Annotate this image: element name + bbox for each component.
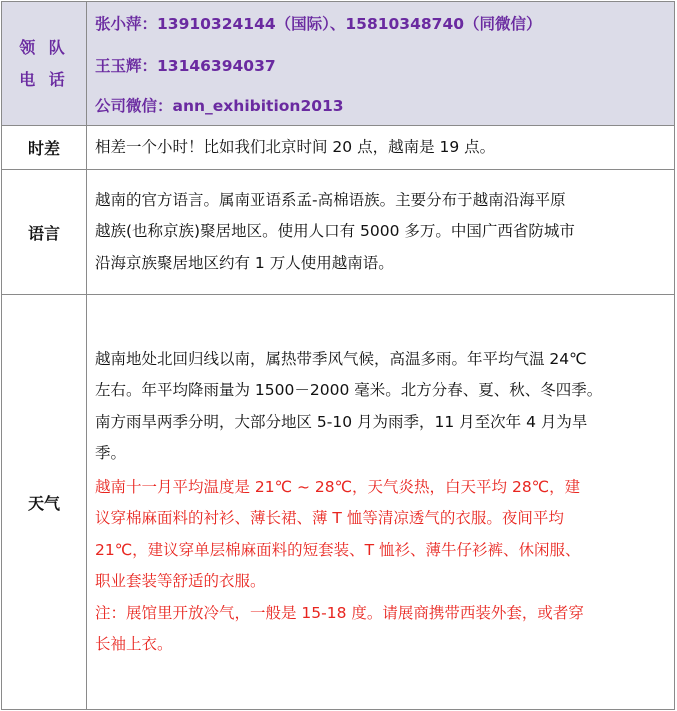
- language-content-cell: [87, 170, 675, 295]
- weather-red-line-3: 21℃，建议穿单层棉麻面料的短套装、T 恤衫、薄牛仔衫裤、休闲服、: [95, 540, 581, 559]
- contact-line-1: 张小萍：13910324144（国际）、15810348740（同微信）: [95, 14, 542, 33]
- language-line-3: 沿海京族聚居地区约有 1 万人使用越南语。: [95, 253, 394, 272]
- weather-line-1: 越南地处北回归线以南，属热带季风气候，高温多雨。年平均气温 24℃: [95, 349, 587, 368]
- weather-row: [2, 295, 675, 710]
- timediff-content-cell: [87, 126, 675, 170]
- weather-red-line-4: 职业套装等舒适的衣服。: [95, 572, 266, 590]
- weather-red-line-1: 越南十一月平均温度是 21℃ ~ 28℃，天气炎热，白天平均 28℃，建: [95, 477, 581, 496]
- contact-content-cell: [87, 2, 675, 126]
- contact-label-cell: [2, 2, 87, 126]
- timediff-row: [2, 126, 675, 170]
- weather-content-cell: [87, 295, 675, 710]
- contact-row: [2, 2, 675, 126]
- contact-label-line2: 电 话: [19, 69, 69, 89]
- contact-label-line1: 领 队: [19, 37, 69, 57]
- language-line-1: 越南的官方语言。属南亚语系孟-高棉语族。主要分布于越南沿海平原: [95, 190, 566, 209]
- timediff-label: 时差: [2, 126, 87, 170]
- weather-red-line-2: 议穿棉麻面料的衬衫、薄长裙、薄 T 恤等清凉透气的衣服。夜间平均: [95, 509, 564, 527]
- language-line-2: 越族(也称京族)聚居地区。使用人口有 5000 多万。中国广西省防城市: [95, 222, 575, 241]
- weather-line-3: 南方雨旱两季分明，大部分地区 5-10 月为雨季，11 月至次年 4 月为旱: [95, 412, 588, 431]
- language-label: 语言: [2, 170, 87, 295]
- weather-label: 天气: [2, 295, 87, 710]
- travel-info-table: [1, 1, 675, 710]
- contact-line-2: 王玉辉：13146394037: [95, 56, 276, 75]
- timediff-text: 相差一个小时！比如我们北京时间 20 点，越南是 19 点。: [95, 137, 496, 156]
- language-row: [2, 170, 675, 295]
- weather-note-line-2: 长袖上衣。: [95, 635, 173, 653]
- weather-note-line-1: 注：展馆里开放冷气，一般是 15-18 度。请展商携带西装外套，或者穿: [95, 603, 584, 622]
- weather-line-2: 左右。年平均降雨量为 1500－2000 毫米。北方分春、夏、秋、冬四季。: [95, 381, 603, 399]
- contact-line-3: 公司微信：ann_exhibition2013: [95, 96, 344, 115]
- weather-line-4: 季。: [95, 444, 127, 462]
